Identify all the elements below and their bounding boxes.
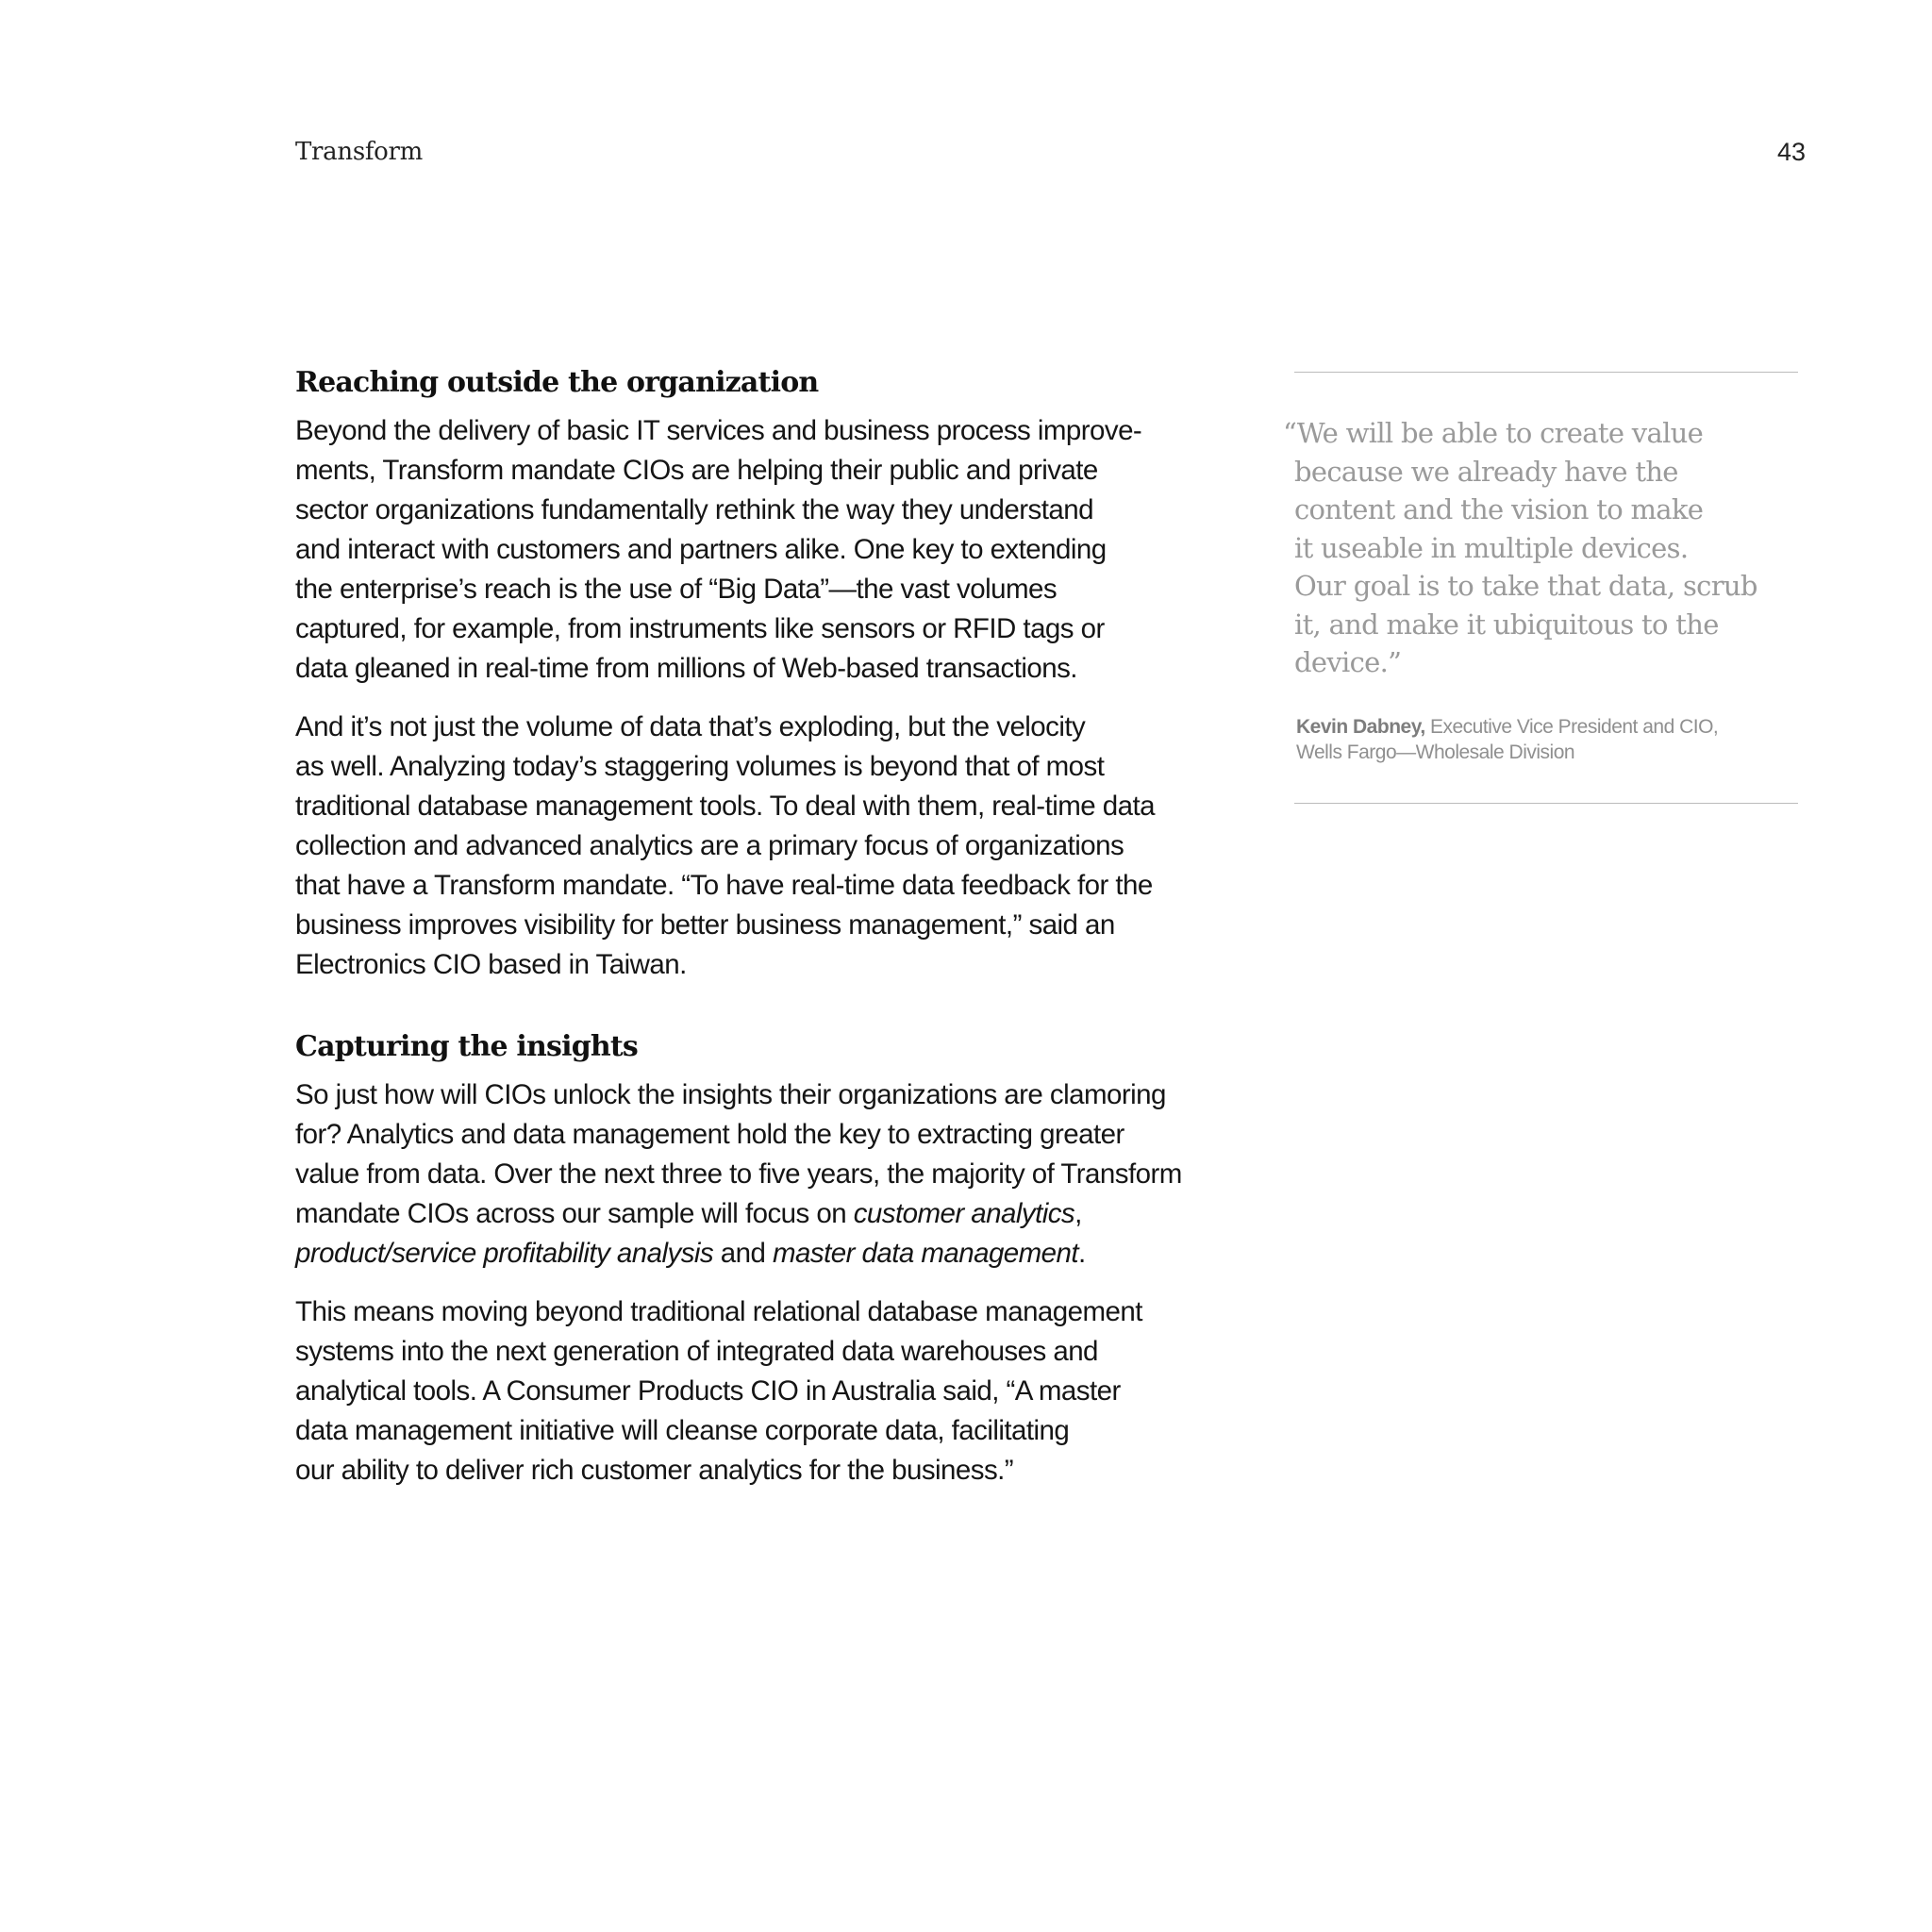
text-line: And it’s not just the volume of data that’s exploding, but the velocity (295, 711, 1086, 742)
quote-line: it, and make it ubiquitous to the (1294, 608, 1719, 641)
pull-quote (1283, 414, 1798, 682)
text-line (295, 1194, 1206, 1234)
text-line: So just how will CIOs unlock the insights their organizations are clamoring (295, 1079, 1166, 1110)
quote-line: because we already have the (1294, 455, 1678, 488)
text-line: and interact with customers and partners alike. One key to extending (295, 534, 1107, 565)
divider-top (1294, 372, 1798, 373)
text-line: sector organizations fundamentally rethink the way they understand (295, 494, 1093, 525)
attribution-title: Executive Vice President and CIO, (1424, 715, 1719, 738)
text-run: . (1078, 1238, 1086, 1269)
quote-line: Our goal is to take that data, scrub (1294, 570, 1757, 602)
text-line: data gleaned in real-time from millions of Web-based transactions. (295, 653, 1077, 684)
running-head: Transform (295, 138, 424, 166)
quote-line: device.” (1294, 646, 1402, 678)
emphasis-customer-analytics: customer analytics (853, 1198, 1075, 1229)
quote-line: “We will be able to create value (1283, 417, 1704, 449)
section-capturing-insights (295, 1028, 1206, 1491)
body-paragraph (295, 708, 1206, 985)
quote-attribution (1296, 714, 1798, 765)
text-line: collection and advanced analytics are a primary focus of organizations (295, 830, 1124, 861)
text-line: ments, Transform mandate CIOs are helping their public and private (295, 455, 1098, 486)
text-line: This means moving beyond traditional relational database management (295, 1296, 1142, 1327)
page-number: 43 (1776, 138, 1806, 166)
text-line: for? Analytics and data management hold the key to extracting greater (295, 1119, 1124, 1150)
section-heading: Reaching outside the organization (295, 366, 819, 399)
text-run: and (713, 1238, 773, 1269)
text-line: analytical tools. A Consumer Products CIO in Australia said, “A master (295, 1375, 1121, 1407)
text-line (295, 1234, 1206, 1274)
section-reaching-outside (295, 364, 1206, 985)
text-line: the enterprise’s reach is the use of “Big Data”—the vast volumes (295, 574, 1058, 605)
text-line: value from data. Over the next three to five years, the majority of Transform (295, 1158, 1182, 1190)
body-paragraph (295, 411, 1206, 689)
main-column (295, 364, 1206, 1491)
attribution-organization: Wells Fargo—Wholesale Division (1296, 741, 1575, 763)
attribution-name: Kevin Dabney, (1296, 715, 1425, 738)
section-heading: Capturing the insights (295, 1030, 639, 1063)
text-line: business improves visibility for better business management,” said an (295, 909, 1115, 941)
divider-bottom (1294, 803, 1798, 804)
text-run: mandate CIOs across our sample will focus on (295, 1198, 854, 1229)
quote-line: content and the vision to make (1294, 493, 1704, 525)
attribution-line (1296, 714, 1798, 740)
body-paragraph (295, 1075, 1206, 1274)
text-line: our ability to deliver rich customer analytics for the business.” (295, 1455, 1014, 1486)
quote-line: it useable in multiple devices. (1294, 531, 1689, 564)
text-line: traditional database management tools. To deal with them, real-time data (295, 791, 1155, 822)
text-line: that have a Transform mandate. “To have real-time data feedback for the (295, 870, 1153, 901)
text-line: systems into the next generation of integrated data warehouses and (295, 1336, 1098, 1367)
emphasis-profitability-analysis: product/service profitability analysis (295, 1238, 714, 1269)
text-line: captured, for example, from instruments like sensors or RFID tags or (295, 613, 1105, 644)
text-run: , (1074, 1198, 1082, 1229)
text-line: Beyond the delivery of basic IT services and business process improve- (295, 415, 1142, 446)
text-line: Electronics CIO based in Taiwan. (295, 949, 687, 980)
body-paragraph (295, 1292, 1206, 1491)
text-line: data management initiative will cleanse corporate data, facilitating (295, 1415, 1070, 1446)
sidebar-pull-quote (1283, 372, 1798, 804)
emphasis-master-data-management: master data management (772, 1238, 1079, 1269)
text-line: as well. Analyzing today’s staggering volumes is beyond that of most (295, 751, 1105, 782)
